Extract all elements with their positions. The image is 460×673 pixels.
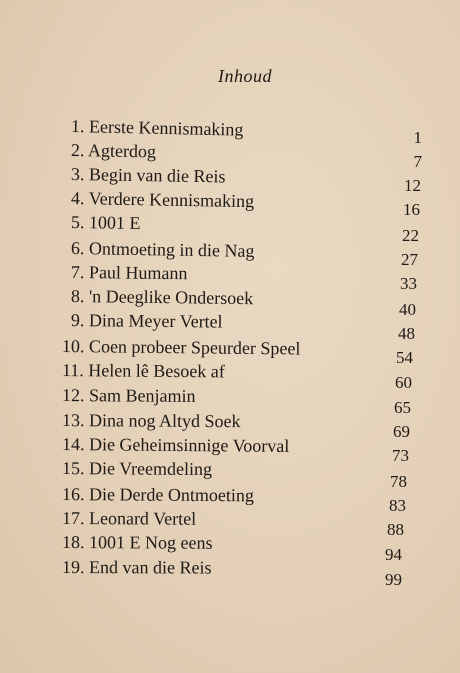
chapter-title: Eerste Kennismaking xyxy=(88,116,244,140)
chapter-number: 16. xyxy=(61,484,85,505)
contents-heading: Inhoud xyxy=(218,66,272,86)
chapter-number: 17. xyxy=(61,508,85,529)
page-number: 48 xyxy=(398,324,415,343)
chapter-title: Agterdog xyxy=(87,140,157,162)
chapter-number: 7. xyxy=(70,262,85,283)
page-number: 27 xyxy=(401,250,418,269)
chapter-title: Begin van die Reis xyxy=(88,164,226,187)
page-number: 94 xyxy=(385,545,402,564)
chapter-title: 1001 E Nog eens xyxy=(88,532,213,553)
toc-entry xyxy=(62,458,212,479)
chapter-number: 15. xyxy=(61,458,85,479)
page-number: 73 xyxy=(392,446,409,465)
toc-entry xyxy=(71,140,156,161)
chapter-number: 12. xyxy=(61,385,85,406)
page-number: 65 xyxy=(394,398,411,417)
chapter-number: 8. xyxy=(70,286,85,307)
chapter-number: 13. xyxy=(61,410,85,431)
chapter-number: 3. xyxy=(70,164,85,185)
toc-entry xyxy=(62,434,289,456)
toc-entry xyxy=(71,116,244,140)
page-number: 54 xyxy=(396,348,413,367)
chapter-title: Ontmoeting in die Nag xyxy=(88,238,255,261)
page-number: 69 xyxy=(393,422,410,441)
chapter-number: 10. xyxy=(61,336,85,357)
toc-entry xyxy=(62,508,196,529)
toc-entry xyxy=(62,336,301,358)
chapter-title: Sam Benjamin xyxy=(88,385,196,406)
chapter-number: 2. xyxy=(70,140,85,161)
chapter-title: Dina Meyer Vertel xyxy=(88,310,223,332)
chapter-title: Paul Humann xyxy=(88,262,188,284)
toc-entry xyxy=(71,262,188,283)
page-number: 1 xyxy=(413,128,422,147)
chapter-title: Leonard Vertel xyxy=(88,508,197,529)
chapter-title: Coen probeer Speurder Speel xyxy=(88,336,301,359)
page-number: 83 xyxy=(389,496,406,515)
chapter-number: 18. xyxy=(61,532,85,553)
chapter-title: Die Vreemdeling xyxy=(88,458,213,480)
toc-entry xyxy=(71,164,226,186)
page-number: 40 xyxy=(399,300,416,319)
page-number: 60 xyxy=(395,373,412,392)
chapter-number: 9. xyxy=(70,310,85,331)
page-number: 12 xyxy=(404,176,421,195)
chapter-number: 5. xyxy=(70,212,85,233)
chapter-title: Die Geheimsinnige Voorval xyxy=(88,434,290,456)
page-number: 7 xyxy=(413,152,422,171)
page-number: 99 xyxy=(385,570,402,589)
chapter-number: 1. xyxy=(70,116,85,137)
toc-entry xyxy=(71,286,253,308)
chapter-number: 4. xyxy=(70,188,85,209)
chapter-title: Dina nog Altyd Soek xyxy=(88,410,241,432)
chapter-number: 19. xyxy=(61,557,85,578)
page-number: 88 xyxy=(387,520,404,539)
chapter-number: 14. xyxy=(61,434,85,455)
page-number: 22 xyxy=(402,226,419,245)
chapter-title: Helen lê Besoek af xyxy=(88,360,225,382)
toc-entry xyxy=(62,532,213,553)
chapter-title: End van die Reis xyxy=(88,557,212,578)
chapter-title: Verdere Kennismaking xyxy=(88,188,255,212)
toc-entry xyxy=(62,557,212,578)
toc-entry xyxy=(71,310,223,332)
toc-entry xyxy=(71,238,255,261)
page-number: 16 xyxy=(403,200,420,219)
toc-entry xyxy=(62,484,254,505)
chapter-title: 'n Deeglike Ondersoek xyxy=(88,286,254,309)
chapter-number: 11. xyxy=(61,360,84,381)
chapter-title: 1001 E xyxy=(88,212,141,233)
toc-entry xyxy=(71,188,254,211)
page-number: 78 xyxy=(390,472,407,491)
page-number: 33 xyxy=(400,274,417,293)
toc-entry xyxy=(62,385,196,406)
chapter-title: Die Derde Ontmoeting xyxy=(88,484,255,506)
toc-entry xyxy=(62,410,241,431)
chapter-number: 6. xyxy=(70,238,85,259)
toc-entry xyxy=(62,360,225,381)
toc-entry xyxy=(71,212,141,233)
